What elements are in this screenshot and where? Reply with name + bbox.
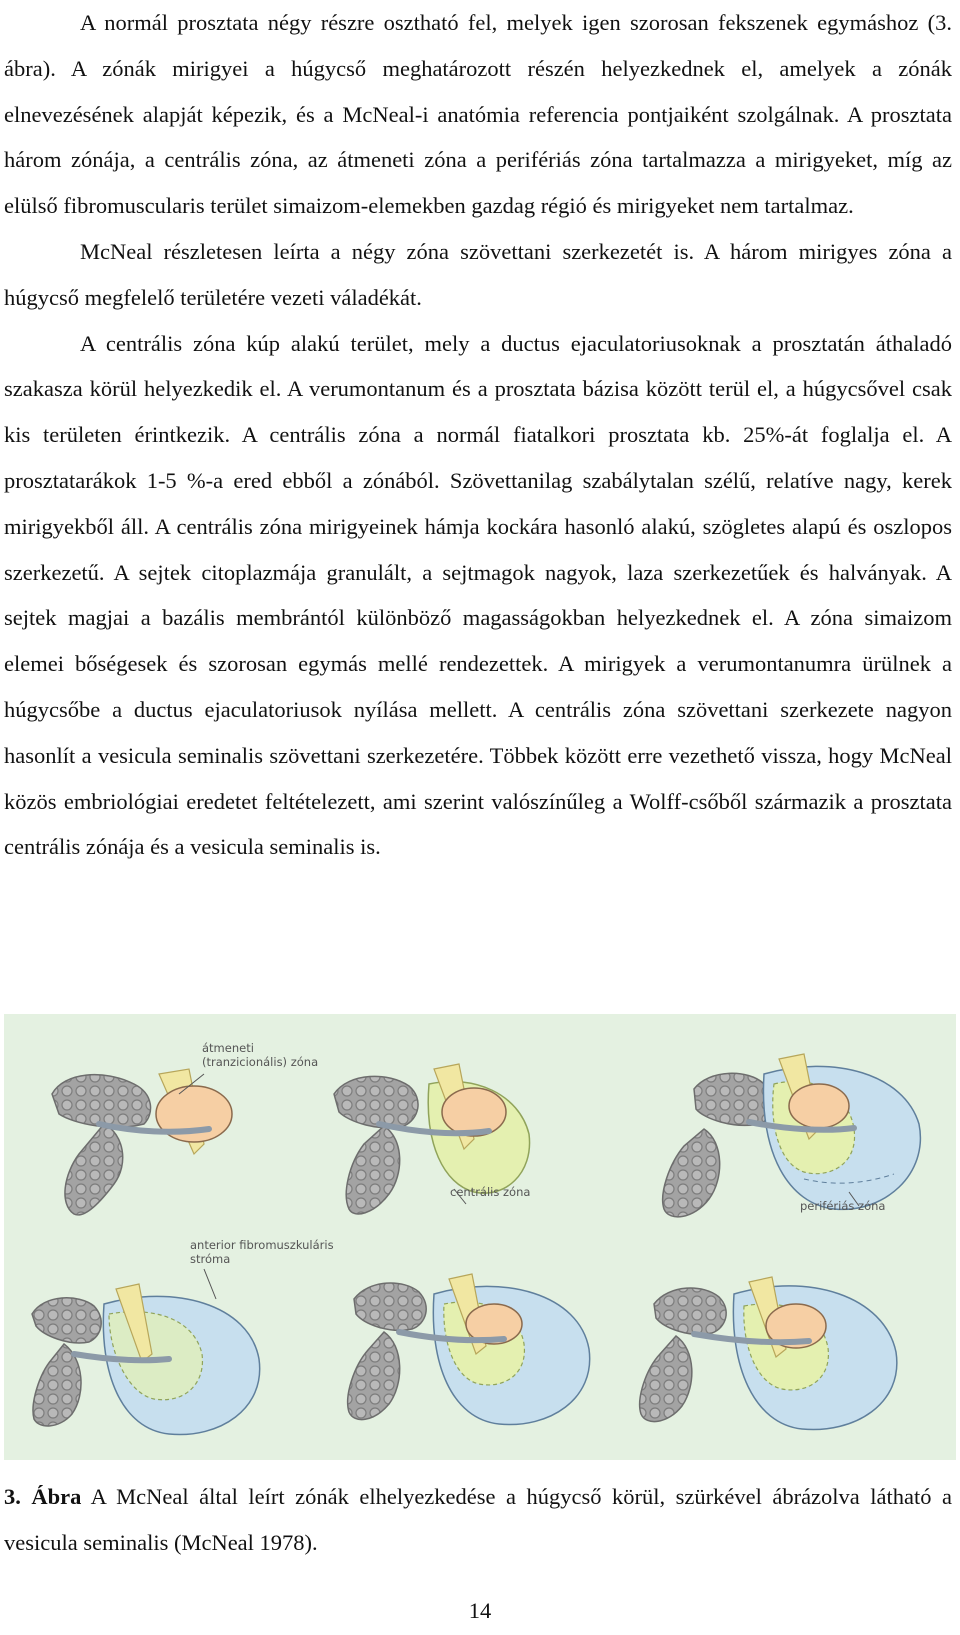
panel-central-zone — [334, 1064, 530, 1214]
panel-combined-view-3 — [640, 1277, 897, 1430]
panel-peripheral-zone — [663, 1054, 921, 1217]
label-peripheral-zone: perifériás zóna — [800, 1199, 886, 1213]
body-text — [4, 0, 952, 870]
seminal-vesicle-shape — [334, 1076, 418, 1127]
seminal-vesicle-shape — [354, 1283, 426, 1330]
seminal-vesicle-shape — [346, 1126, 399, 1214]
seminal-vesicle-shape — [348, 1332, 400, 1420]
label-anterior-stroma-line1: anterior fibromuszkuláris — [190, 1238, 334, 1252]
figure-3-prostate-zones — [4, 1014, 956, 1460]
seminal-vesicle-shape — [32, 1298, 101, 1343]
seminal-vesicle-shape — [640, 1336, 692, 1422]
transition-zone-shape — [442, 1088, 506, 1136]
panel-combined-view-2 — [348, 1274, 590, 1425]
paragraph: McNeal részletesen leírta a négy zóna szövettani szerkezetét is. A három mirigyes zóna a húgycső megfelelő területére vezeti váladékát. — [4, 238, 952, 310]
seminal-vesicle-shape — [694, 1073, 773, 1125]
caption-figure-number: 3. Ábra — [4, 1484, 82, 1509]
figure-caption — [4, 1474, 952, 1566]
label-transition-zone-line2: (tranzicionális) zóna — [202, 1055, 319, 1069]
label-transition-zone-line1: átmeneti — [202, 1041, 254, 1055]
seminal-vesicle-shape — [663, 1129, 720, 1217]
panel-transition-zone — [52, 1041, 318, 1215]
transition-zone-shape — [789, 1084, 849, 1128]
paragraph: A normál prosztata négy részre osztható fel, melyek igen szorosan fekszenek egymáshoz (3. ábra). A zónák mirigyei a húgycső meghatározott részén helyezkednek el, amelyek a zónák elnevezésének alapját képezik, és a McNeal-i anatómia referencia pontjaiként szolgálnak. A prosztata három zónája, a centrális zóna, az átmeneti zóna a perifériás zóna tartalmazza a mirigyeket, míg az elülső fibromuscularis terület simaizom-elemekben gazdag régió és mirigyeket nem tartalmaz. — [4, 10, 952, 219]
seminal-vesicle-shape — [52, 1075, 151, 1128]
seminal-vesicle-shape — [654, 1288, 726, 1334]
seminal-vesicle-shape — [65, 1124, 123, 1215]
label-leader-line — [204, 1269, 216, 1299]
label-central-zone: centrális zóna — [450, 1185, 531, 1199]
paragraph: A centrális zóna kúp alakú terület, mely a ductus ejaculatoriusoknak a prosztatán áthaladó szakasza körül helyezkedik el. A verumontanum és a prosztata bázisa között terül el, a húgycsővel csak kis területen érintkezik. A centrális zóna a normál fiatalkori prosztata kb. 25%-át foglalja el. A prosztatarákok 1-5 %-a ered ebből a zónából. Szövettanilag szabálytalan szélű, relatíve nagy, kerek mirigyekből áll. A centrális zóna mirigyeinek hámja kockára hasonló alakú, szögletes alapú és oszlopos szerkezetű. A sejtek citoplazmája granulált, a sejtmagok nagyok, laza szerkezetűek és halványak. A sejtek magjai a bazális membrántól különböző magasságokban helyezkednek el. A zóna simaizom elemei bőségesek és szorosan egymás mellé rendezettek. A mirigyek a verumontanumra ürülnek a húgycsőbe a ductus ejaculatoriusok nyílása mellett. A centrális zóna szövettani szerkezete nagyon hasonlít a vesicula seminalis szövettani szerkezetére. Többek között erre vezethető vissza, hogy McNeal közös embriológiai eredetet feltételezett, ami szerint valószínűleg a Wolff-csőből származik a prosztata centrális zónája és a vesicula seminalis is. — [4, 330, 952, 860]
panel-anterior-stroma — [32, 1284, 260, 1435]
caption-text: A McNeal által leírt zónák elhelyezkedése a húgycső körül, szürkével ábrázolva látható a vesicula seminalis (McNeal 1978). — [4, 1484, 953, 1555]
page-number: 14 — [468, 1598, 492, 1623]
prostate-zones-illustration — [4, 1014, 956, 1460]
label-anterior-stroma-line2: stróma — [190, 1252, 231, 1266]
